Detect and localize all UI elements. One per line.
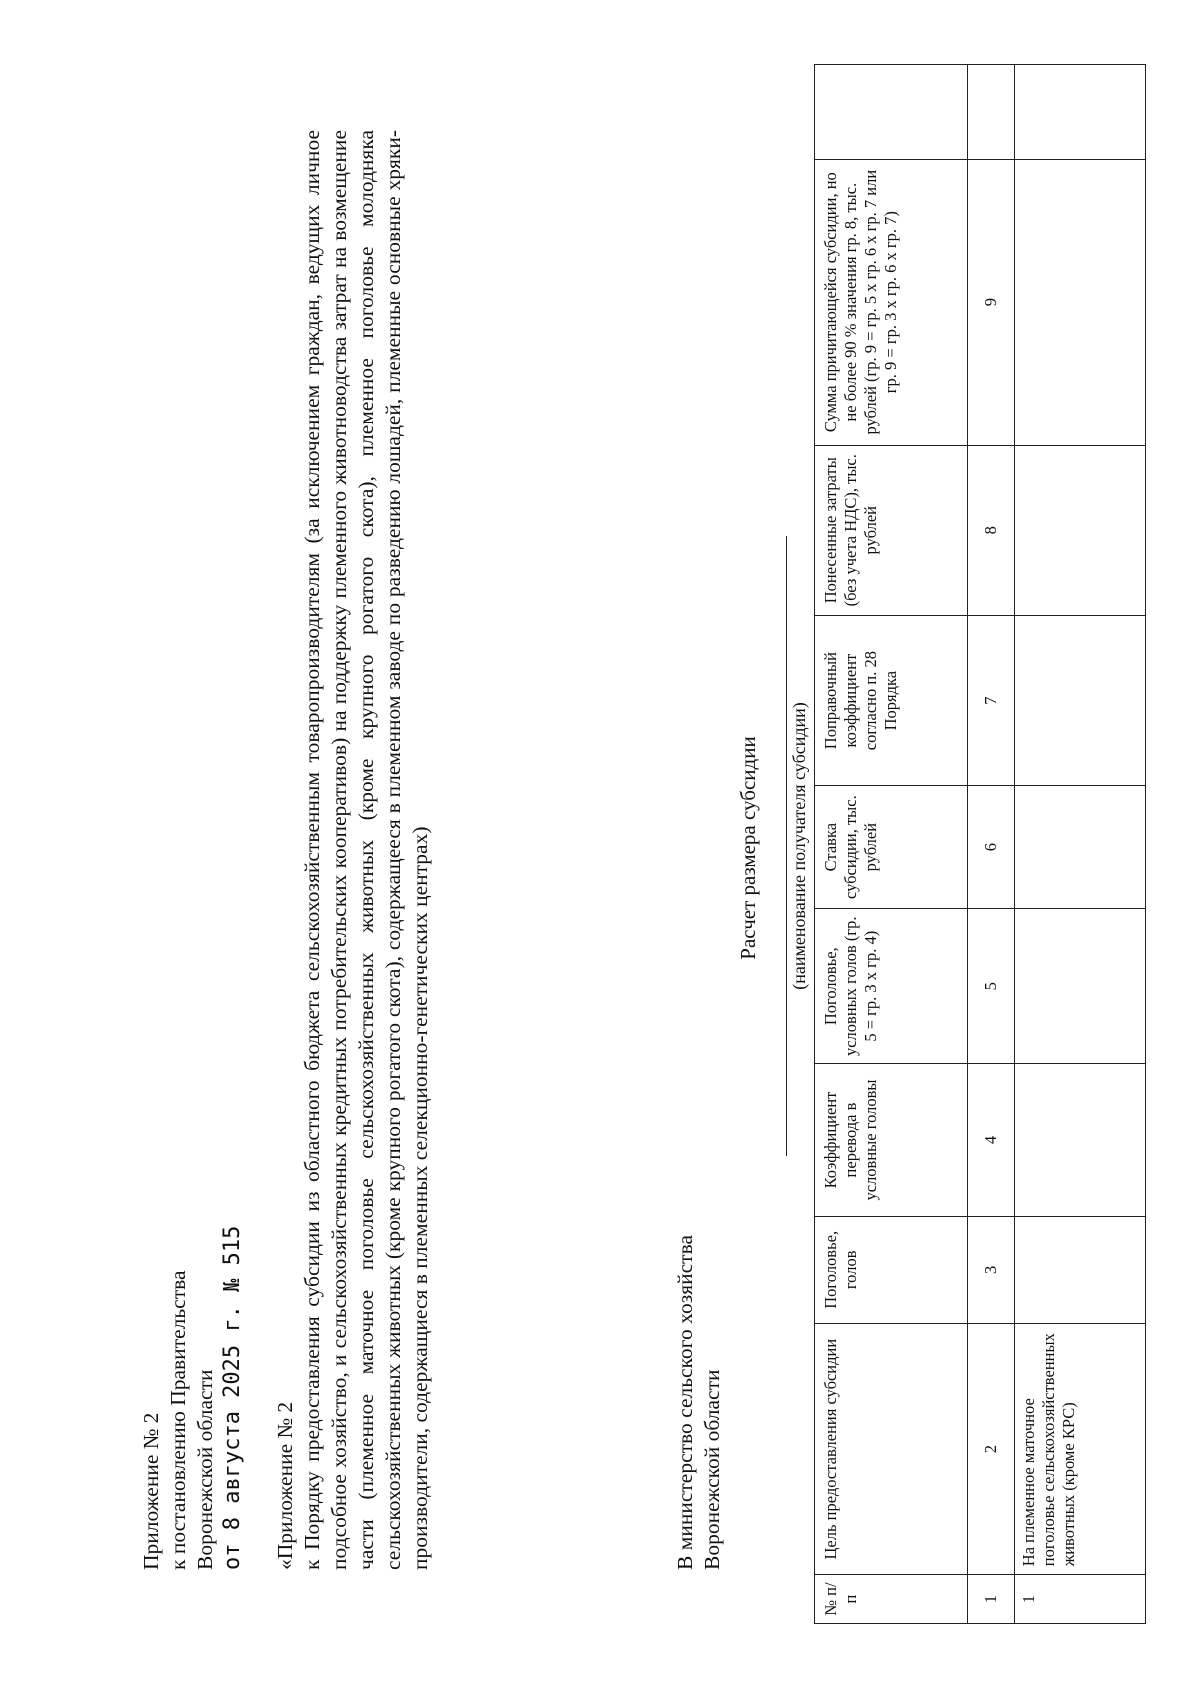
column-number: 6 (968, 786, 1015, 909)
addressee-line-2: Воронежской области (700, 1369, 724, 1570)
header-cell: Поголовье, условных голов (гр. 5 = гр. 3 х гр. 4) (815, 908, 968, 1063)
empty-cell (1015, 1064, 1146, 1216)
calculation-title: Расчет размера субсидии (736, 736, 760, 960)
order-description: к Порядку предоставления субсидии из областного бюджета сельскохозяйственным товаропроизводителям (за исключением граждан, ведущих личное подсобное хозяйство, и сельскохозяйственных кредитных потребительских кооперативов) на поддержку племенного животноводства затрат на возмещение части (племенное маточное поголовье сельскохозяйственных животных (кроме крупного рогатого скота), племенное поголовье молодняка сельскохозяйственных животных (кроме крупного рогатого скота), содержащееся в племенном заводе по разведению лошадей, племенные основные хряки-производители, содержащиеся в племенных селекционно-генетических центрах) (300, 130, 432, 1570)
order-appendix-title: «Приложение № 2 (273, 1401, 297, 1570)
header-cell: № п/п (815, 1575, 968, 1624)
header-cell: Поголовье, голов (815, 1216, 968, 1324)
header-cell: Ставка субсидии, тыс. рублей (815, 786, 968, 909)
header-cell: Понесенные затраты (без учета НДС), тыс. рублей (815, 445, 968, 615)
empty-cell (1015, 615, 1146, 785)
header-cell: Поправочный коэффициент согласно п. 28 Порядка (815, 615, 968, 785)
order-reference-block (272, 130, 434, 1570)
addressee-block (672, 950, 726, 1570)
addressee-line-1: В министерство сельского хозяйства (673, 1235, 697, 1570)
empty-cell (1015, 1216, 1146, 1324)
column-number: 3 (968, 1216, 1015, 1324)
table-header-row (815, 65, 968, 1624)
column-number: 7 (968, 615, 1015, 785)
appendix-block (138, 950, 246, 1570)
table-row (1015, 65, 1146, 1624)
appendix-region: Воронежской области (193, 1369, 217, 1570)
column-number (968, 65, 1015, 160)
column-number: 4 (968, 1064, 1015, 1216)
appendix-date-number: от 8 августа 2025 г. № 515 (220, 1225, 245, 1570)
row-purpose: На племенное маточное поголовье сельскохозяйственных животных (кроме КРС) (1015, 1324, 1146, 1575)
empty-cell (1015, 786, 1146, 909)
header-cell: Коэффициент перевода в условные головы (815, 1064, 968, 1216)
header-cell: Сумма причитающейся субсидии, но не более 90 % значения гр. 8, тыс. рублей (гр. 9 = гр. 5 х гр. 6 х гр. 7 или гр. 9 = гр. 3 х гр. 6 х гр. 7) (815, 159, 968, 445)
header-cell (815, 65, 968, 160)
column-number: 1 (968, 1575, 1015, 1624)
column-number: 5 (968, 908, 1015, 1063)
column-number: 2 (968, 1324, 1015, 1575)
column-number-row (968, 65, 1015, 1624)
recipient-name-caption: (наименование получателя субсидии) (786, 536, 810, 1156)
empty-cell (1015, 445, 1146, 615)
column-number: 9 (968, 159, 1015, 445)
empty-cell (1015, 908, 1146, 1063)
subsidy-table (814, 64, 1146, 1624)
appendix-title: Приложение № 2 (139, 1412, 163, 1570)
header-cell: Цель предоставления субсидии (815, 1324, 968, 1575)
empty-cell (1015, 159, 1146, 445)
empty-cell (1015, 65, 1146, 160)
row-number: 1 (1015, 1575, 1146, 1624)
appendix-resolution: к постановлению Правительства (166, 1270, 190, 1570)
column-number: 8 (968, 445, 1015, 615)
